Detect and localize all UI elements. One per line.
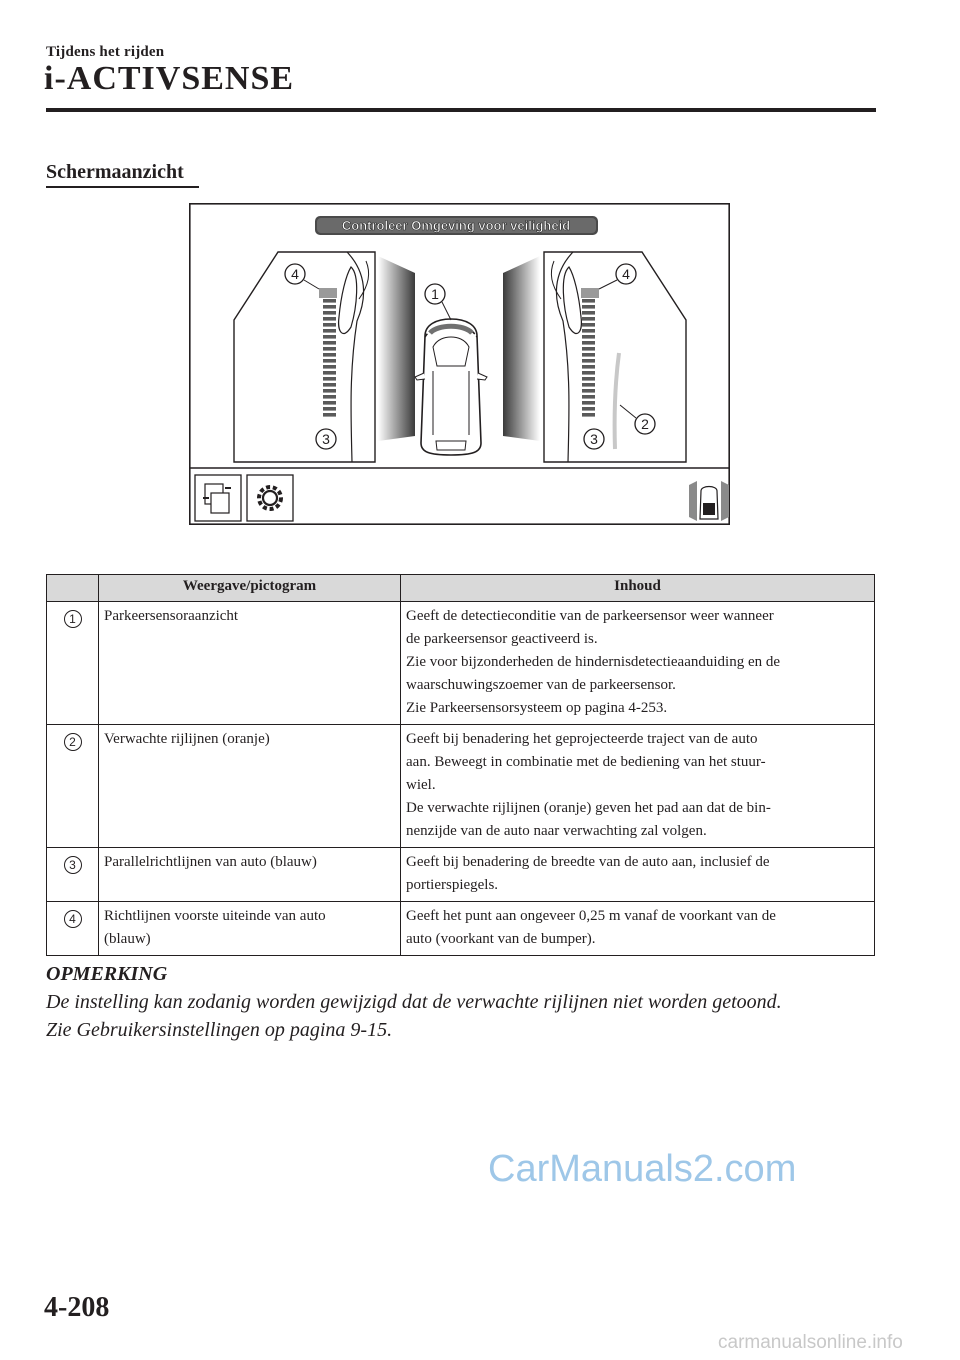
row-content: [401, 902, 875, 956]
svg-text:3: 3: [322, 431, 330, 447]
page-number: 4-208: [44, 1292, 110, 1323]
circled-number: 1: [64, 610, 82, 628]
parking-sensor-car-icon[interactable]: [689, 481, 729, 521]
content-line: nenzijde van de auto naar verwachting zal volgen.: [406, 823, 707, 839]
content-line: Geeft de detectieconditie van de parkeersensor weer wanneer: [406, 608, 774, 624]
svg-text:3: 3: [590, 431, 598, 447]
subheading-underline: [46, 186, 199, 188]
content-line: de parkeersensor geactiveerd is.: [406, 631, 598, 647]
name-line: Richtlijnen voorste uiteinde van auto: [104, 908, 326, 924]
name-line: Parkeersensoraanzicht: [104, 608, 239, 624]
note-text: Zie Gebruikersinstellingen op pagina 9-15.: [46, 1019, 393, 1041]
legend-table: [46, 574, 875, 956]
callout-3-right: [584, 429, 604, 449]
gear-icon[interactable]: [247, 475, 293, 521]
row-number: [47, 848, 99, 902]
svg-text:4: 4: [622, 266, 630, 282]
row-name: [99, 902, 401, 956]
note-text: De instelling kan zodanig worden gewijzigd dat de verwachte rijlijnen niet worden getoond.: [46, 991, 782, 1013]
content-line: waarschuwingszoemer van de parkeersensor.: [406, 677, 676, 693]
svg-text:Controleer Omgeving voor veili: Controleer Omgeving voor veiligheid: [341, 218, 571, 233]
table-row: [47, 602, 875, 725]
name-line: (blauw): [104, 931, 151, 947]
row-content: [401, 848, 875, 902]
circled-number: 2: [64, 733, 82, 751]
row-number: [47, 725, 99, 848]
content-line: Zie voor bijzonderheden de hindernisdetectieaanduiding en de: [406, 654, 781, 670]
header-content: Inhoud: [401, 575, 875, 602]
footer-watermark: carmanualsonline.info: [718, 1332, 903, 1353]
svg-text:1: 1: [431, 286, 439, 302]
content-line: Geeft het punt aan ongeveer 0,25 m vanaf de voorkant van de: [406, 908, 776, 924]
content-line: wiel.: [406, 777, 436, 793]
screen-figure: [189, 203, 730, 525]
name-line: Parallelrichtlijnen van auto (blauw): [104, 854, 317, 870]
content-line: Geeft bij benadering het geprojecteerde traject van de auto: [406, 731, 758, 747]
section-label: Tijdens het rijden: [46, 44, 165, 60]
svg-text:2: 2: [641, 416, 649, 432]
svg-text:4: 4: [291, 266, 299, 282]
row-content: [401, 602, 875, 725]
table-row: [47, 848, 875, 902]
content-line: Geeft bij benadering de breedte van de auto aan, inclusief de: [406, 854, 770, 870]
chapter-title: i-ACTIVSENSE: [44, 60, 295, 97]
subheading: Schermaanzicht: [46, 161, 184, 183]
row-number: [47, 602, 99, 725]
header-display-icon: Weergave/pictogram: [99, 575, 401, 602]
header-number: [47, 575, 99, 602]
row-name: [99, 725, 401, 848]
name-line: Verwachte rijlijnen (oranje): [104, 731, 270, 747]
circled-number: 4: [64, 910, 82, 928]
content-line: aan. Beweegt in combinatie met de bediening van het stuur-: [406, 754, 766, 770]
banner-warning: [315, 216, 598, 235]
table-row: [47, 725, 875, 848]
content-line: portierspiegels.: [406, 877, 499, 893]
watermark-logo: CarManuals2.com: [488, 1148, 797, 1190]
table-row: [47, 902, 875, 956]
switch-view-icon[interactable]: [195, 475, 241, 521]
content-line: Zie Parkeersensorsysteem op pagina 4-253.: [406, 700, 668, 716]
circled-number: 3: [64, 856, 82, 874]
header-rule: [46, 108, 876, 112]
row-name: [99, 602, 401, 725]
content-line: De verwachte rijlijnen (oranje) geven het pad aan dat de bin-: [406, 800, 771, 816]
table-header-row: [47, 575, 875, 602]
row-content: [401, 725, 875, 848]
note-title: OPMERKING: [46, 963, 168, 985]
row-name: [99, 848, 401, 902]
callout-3-left: [316, 429, 336, 449]
row-number: [47, 902, 99, 956]
content-line: auto (voorkant van de bumper).: [406, 931, 596, 947]
